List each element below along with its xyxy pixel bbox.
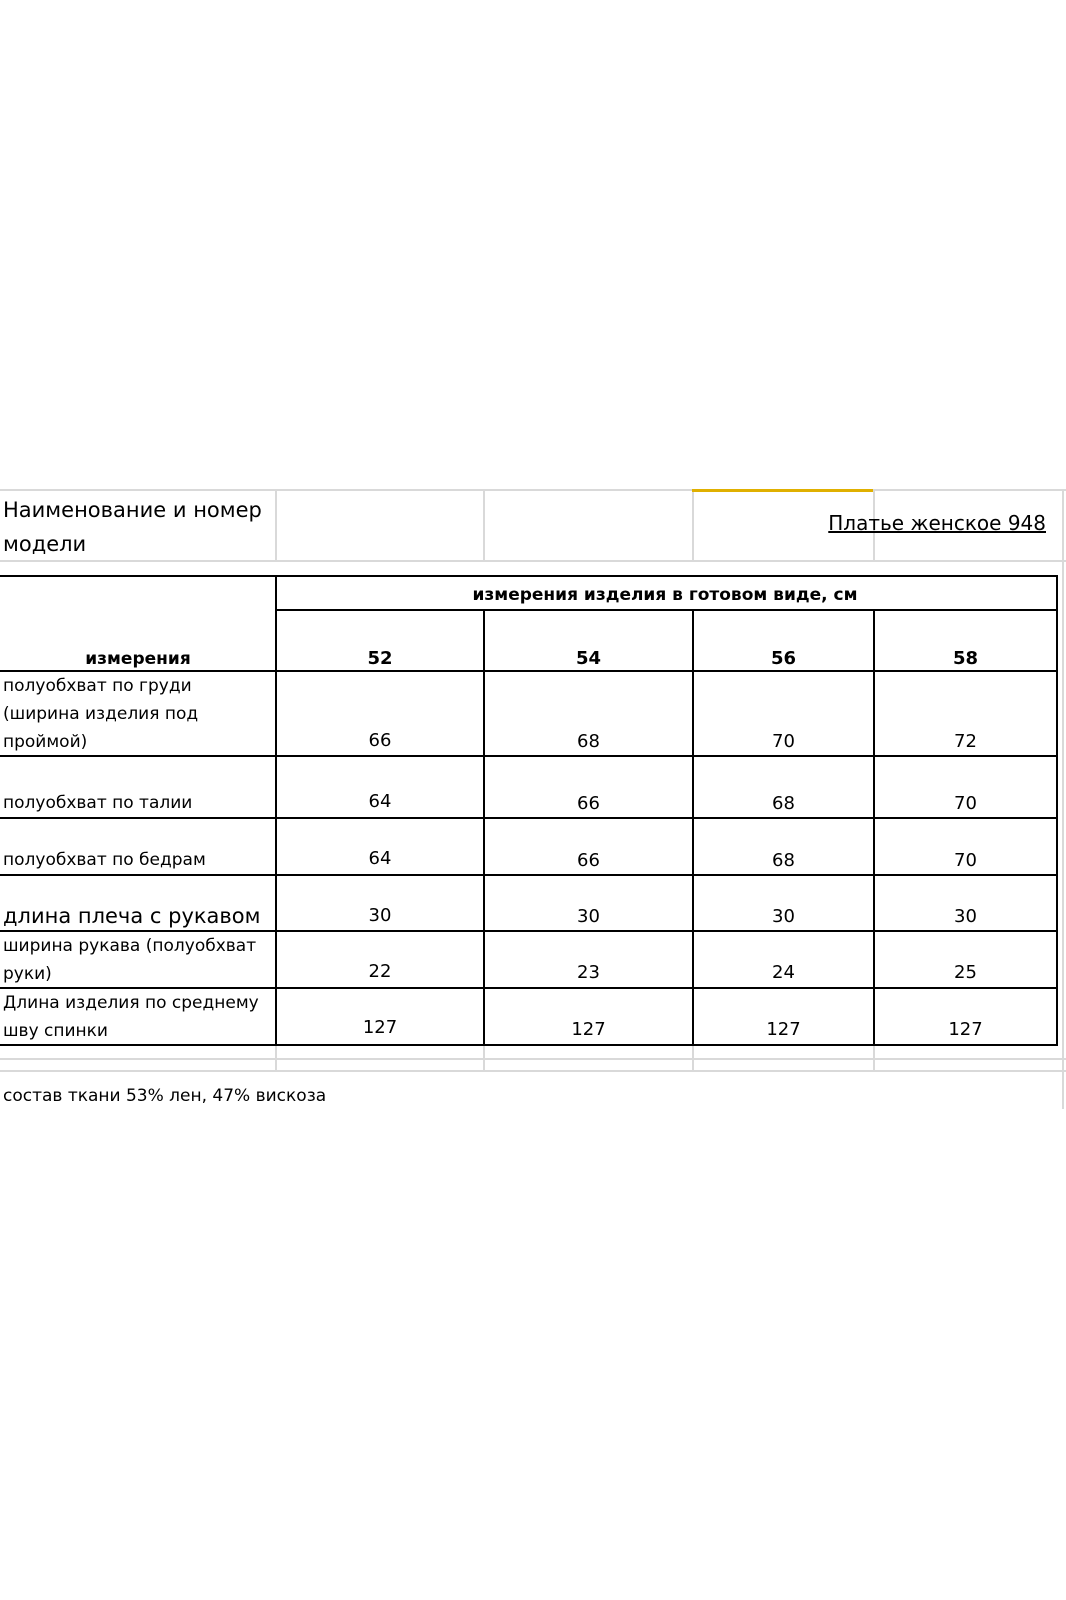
cell-value: 64 bbox=[368, 848, 392, 869]
cell-value: 24 bbox=[772, 962, 795, 983]
cell-value: 66 bbox=[577, 793, 600, 814]
first-column-header: измерения bbox=[85, 649, 191, 669]
row-label: полуобхват по талии bbox=[3, 793, 193, 813]
cell-value: 70 bbox=[954, 850, 977, 871]
cell-value: 127 bbox=[362, 1017, 398, 1038]
model-label: Наименование и номер модели bbox=[3, 498, 262, 556]
gridline bbox=[0, 1070, 1066, 1072]
gridline bbox=[0, 489, 1066, 491]
cell-selection-marker bbox=[692, 489, 873, 492]
cell-value: 30 bbox=[577, 906, 600, 927]
row-label: ширина рукава (полуобхват руки) bbox=[3, 936, 257, 984]
cell-value: 30 bbox=[954, 906, 977, 927]
size-header: 52 bbox=[367, 648, 393, 669]
table-border bbox=[0, 575, 1058, 577]
cell-value: 72 bbox=[954, 731, 977, 752]
cell-value: 70 bbox=[772, 731, 795, 752]
gridline bbox=[692, 1046, 694, 1070]
cell-value: 25 bbox=[954, 962, 977, 983]
fabric-composition: состав ткани 53% лен, 47% вискоза bbox=[3, 1086, 327, 1106]
cell-value: 22 bbox=[368, 961, 392, 982]
cell-value: 66 bbox=[368, 730, 392, 751]
row-label: полуобхват по бедрам bbox=[3, 850, 206, 870]
cell-value: 30 bbox=[772, 906, 795, 927]
table-border bbox=[275, 609, 1058, 611]
cell-value: 70 bbox=[954, 793, 977, 814]
model-name: Платье женское 948 bbox=[828, 511, 1046, 535]
table-border bbox=[1056, 575, 1058, 1046]
group-header: измерения изделия в готовом виде, см bbox=[472, 585, 858, 605]
cell-value: 127 bbox=[571, 1019, 606, 1040]
cell-value: 23 bbox=[577, 962, 600, 983]
cell-value: 64 bbox=[368, 791, 392, 812]
size-header: 54 bbox=[575, 648, 602, 669]
gridline bbox=[0, 1058, 1066, 1060]
cell-value: 30 bbox=[368, 905, 392, 926]
cell-value: 68 bbox=[577, 731, 600, 752]
table-border bbox=[0, 874, 1058, 876]
gridline bbox=[483, 1046, 485, 1070]
cell-value: 127 bbox=[766, 1019, 801, 1040]
cell-value: 68 bbox=[772, 850, 795, 871]
gridline bbox=[873, 1046, 875, 1070]
cell-value: 127 bbox=[948, 1019, 983, 1040]
cell-value: 68 bbox=[772, 793, 795, 814]
gridline bbox=[1062, 489, 1064, 1109]
row-label: Длина изделия по среднему шву спинки bbox=[3, 993, 259, 1041]
row-label: длина плеча с рукавом bbox=[3, 904, 261, 928]
gridline bbox=[692, 489, 694, 560]
row-label: полуобхват по груди (ширина изделия под проймой) bbox=[3, 676, 199, 752]
gridline bbox=[483, 489, 485, 560]
gridline bbox=[275, 1046, 277, 1070]
table-border bbox=[0, 817, 1058, 819]
gridline bbox=[275, 489, 277, 560]
size-header: 58 bbox=[952, 648, 979, 669]
cell-value: 66 bbox=[577, 850, 600, 871]
size-header: 56 bbox=[770, 648, 797, 669]
